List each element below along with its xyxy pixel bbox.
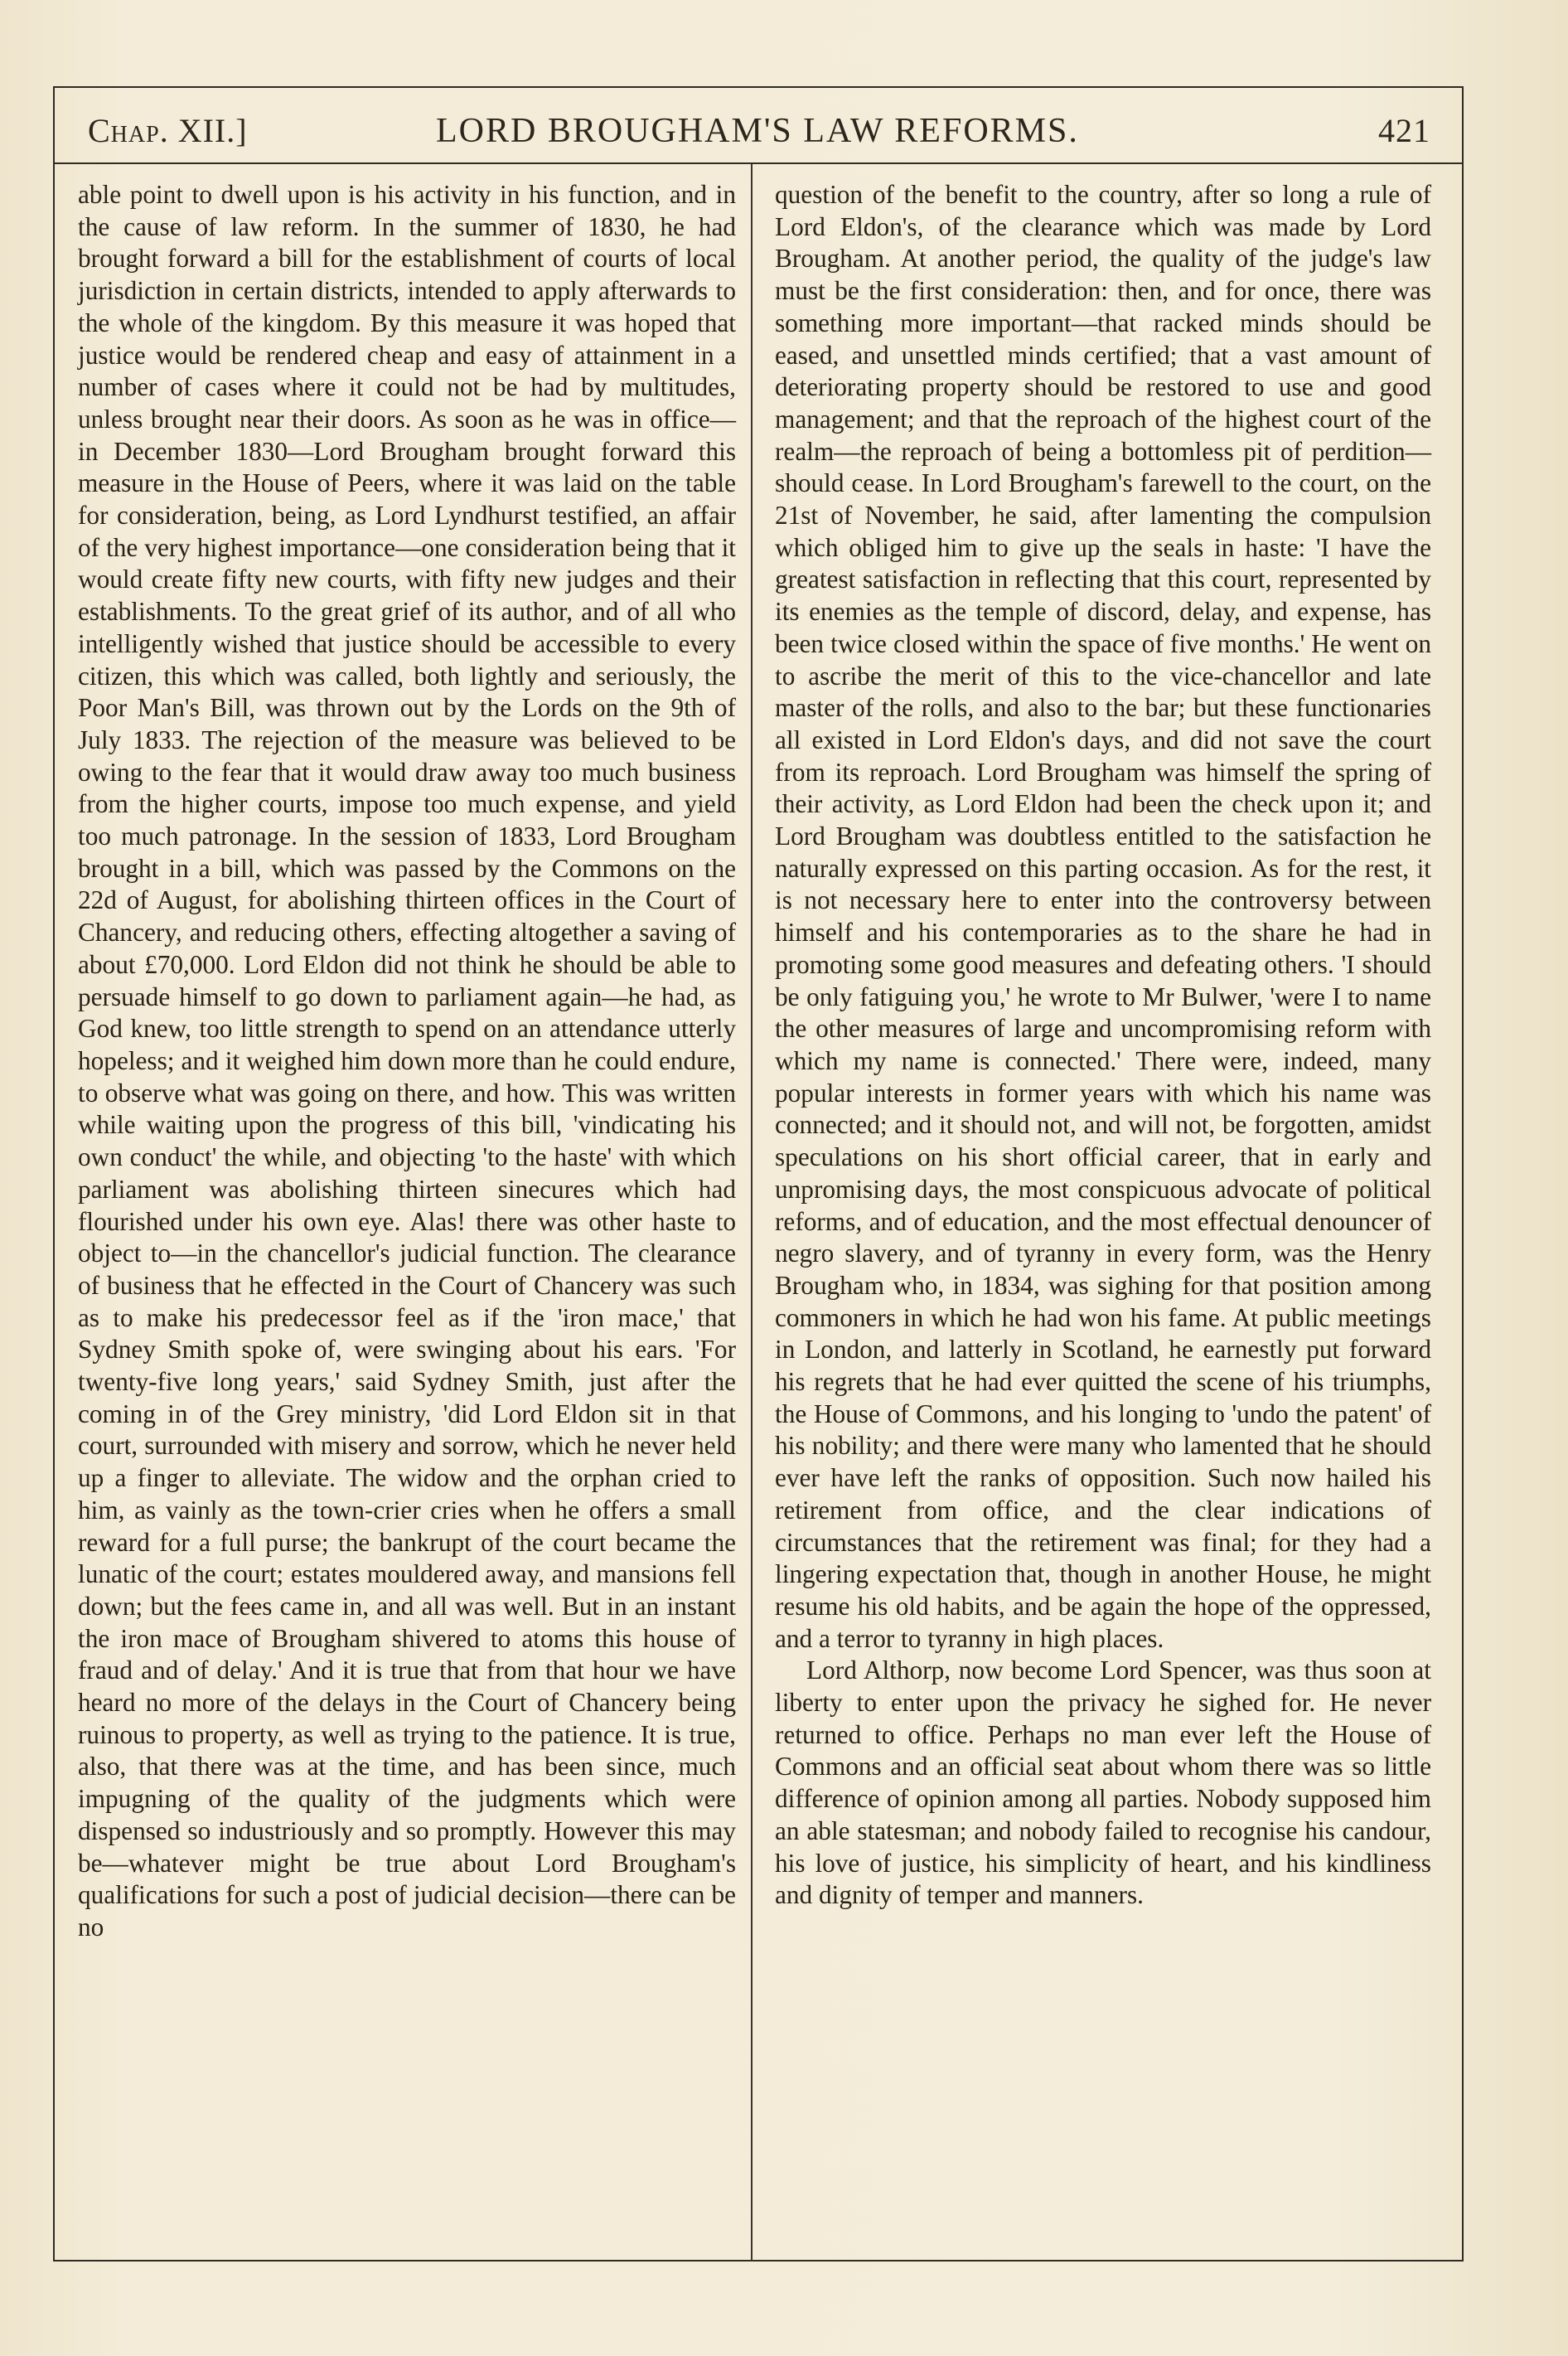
header-rule xyxy=(55,162,1462,164)
column-divider xyxy=(751,164,753,2261)
right-column xyxy=(775,179,1431,1912)
left-column xyxy=(78,179,736,1944)
right-paragraph-2: Lord Althorp, now become Lord Spencer, was thus soon at liberty to enter upon the privacy he sighed for. He never returned to office. Perhaps no man ever left the House of Commons and an official seat about whom there was so little difference of opinion among all parties. Nobody supposed him an able statesman; and nobody failed to recognise his candour, his love of justice, his simplicity of heart, and his kindliness and dignity of temper and manners. xyxy=(775,1656,1431,1910)
chapter-label: Chap. XII.] xyxy=(88,112,248,149)
page-title: LORD BROUGHAM'S LAW REFORMS. xyxy=(436,112,1079,150)
left-paragraph-1: able point to dwell upon is his activity in his function, and in the cause of law reform. In the summer of 1830, he had brought forward a bill for the establishment of courts of local jurisdiction in certain districts, intended to apply afterwards to the whole of the kingdom. By this measure it was hoped that justice would be rendered cheap and easy of attainment in a number of cases where it could not be had by multitudes, unless brought near their doors. As soon as he was in office—in December 1830—Lord Brougham brought forward this measure in the House of Peers, where it was laid on the table for consideration, being, as Lord Lyndhurst testified, an affair of the very highest importance—one consideration being that it would create fifty new courts, with fifty new judges and their establishments. To the great grief of its author, and of all who intelligently wished that justice should be accessible to every citizen, this which was called, both lightly and seriously, the Poor Man's Bill, was thrown out by the Lords on the 9th of July 1833. The rejection of the measure was believed to be owing to the fear that it would draw away too much business from the higher courts, impose too much expense, and yield too much patronage. In the session of 1833, Lord Brougham brought in a bill, which was passed by the Commons on the 22d of August, for abolishing thirteen offices in the Court of Chancery, and reducing others, effecting altogether a saving of about £70,000. Lord Eldon did not think he should be able to persuade himself to go down to parliament again—he had, as God knew, too little strength to spend on an attendance utterly hopeless; and it weighed him down more than he could endure, to observe what was going on there, and how. This was written while waiting upon the progress of this bill, 'vindicating his own conduct' the while, and objecting 'to the haste' with which parliament was abolishing thirteen sinecures which had flourished under his own eye. Alas! there was other haste to object to—in the chancellor's judicial function. The clearance of business that he effected in the Court of Chancery was such as to make his predecessor feel as if the 'iron mace,' that Sydney Smith spoke of, were swinging about his ears. 'For twenty-five long years,' said Sydney Smith, just after the coming in of the Grey ministry, 'did Lord Eldon sit in that court, surrounded with misery and sorrow, which he never held up a finger to alleviate. The widow and the orphan cried to him, as vainly as the town-crier cries when he offers a small reward for a full purse; the bankrupt of the court became the lunatic of the court; estates mouldered away, and mansions fell down; but the fees came in, and all was well. But in an instant the iron mace of Brougham shivered to atoms this house of fraud and of delay.' And it is true that from that hour we have heard no more of the delays in the Court of Chancery being ruinous to property, as well as trying to the patience. It is true, also, that there was at the time, and has been since, much impugning of the quality of the judgments which were dispensed so industriously and so promptly. However this may be—whatever might be true about Lord Brougham's qualifications for such a post of judicial decision—there can be no xyxy=(78,180,736,1942)
running-header xyxy=(80,111,1439,161)
right-paragraph-1: question of the benefit to the country, after so long a rule of Lord Eldon's, of the clearance which was made by Lord Brougham. At another period, the quality of the judge's law must be the first consideration: then, and for once, there was something more important—that racked minds should be eased, and unsettled minds certified; that a vast amount of deteriorating property should be restored to use and good management; and that the reproach of the highest court of the realm—the reproach of being a bottomless pit of perdition—should cease. In Lord Brougham's farewell to the court, on the 21st of November, he said, after lamenting the compulsion which obliged him to give up the seals in haste: 'I have the greatest satisfaction in reflecting that this court, represented by its enemies as the temple of discord, delay, and expense, has been twice closed within the space of five months.' He went on to ascribe the merit of this to the vice-chancellor and late master of the rolls, and also to the bar; but these functionaries all existed in Lord Eldon's days, and did not save the court from its reproach. Lord Brougham was himself the spring of their activity, as Lord Eldon had been the check upon it; and Lord Brougham was doubtless entitled to the satisfaction he naturally expressed on this parting occasion. As for the rest, it is not necessary here to enter into the controversy between himself and his contemporaries as to the share he had in promoting some good measures and defeating others. 'I should be only fatiguing you,' he wrote to Mr Bulwer, 'were I to name the other measures of large and uncompromising reform with which my name is connected.' There were, indeed, many popular interests in former years with which his name was connected; and it should not, and will not, be forgotten, amidst speculations on his short official career, that in early and unpromising days, the most conspicuous advocate of political reforms, and of education, and the most effectual denouncer of negro slavery, and of tyranny in every form, was the Henry Brougham who, in 1834, was sighing for that position among commoners in which he had won his fame. At public meetings in London, and latterly in Scotland, he earnestly put forward his regrets that he had ever quitted the scene of his triumphs, the House of Commons, and his longing to 'undo the patent' of his nobility; and there were many who lamented that he should ever have left the ranks of opposition. Such now hailed his retirement from office, and the clear indications of circumstances that the retirement was final; for they had a lingering expectation that, though in another House, he might resume his old habits, and be again the hope of the oppressed, and a terror to tyranny in high places. xyxy=(775,180,1431,1653)
page-number: 421 xyxy=(1378,112,1430,149)
